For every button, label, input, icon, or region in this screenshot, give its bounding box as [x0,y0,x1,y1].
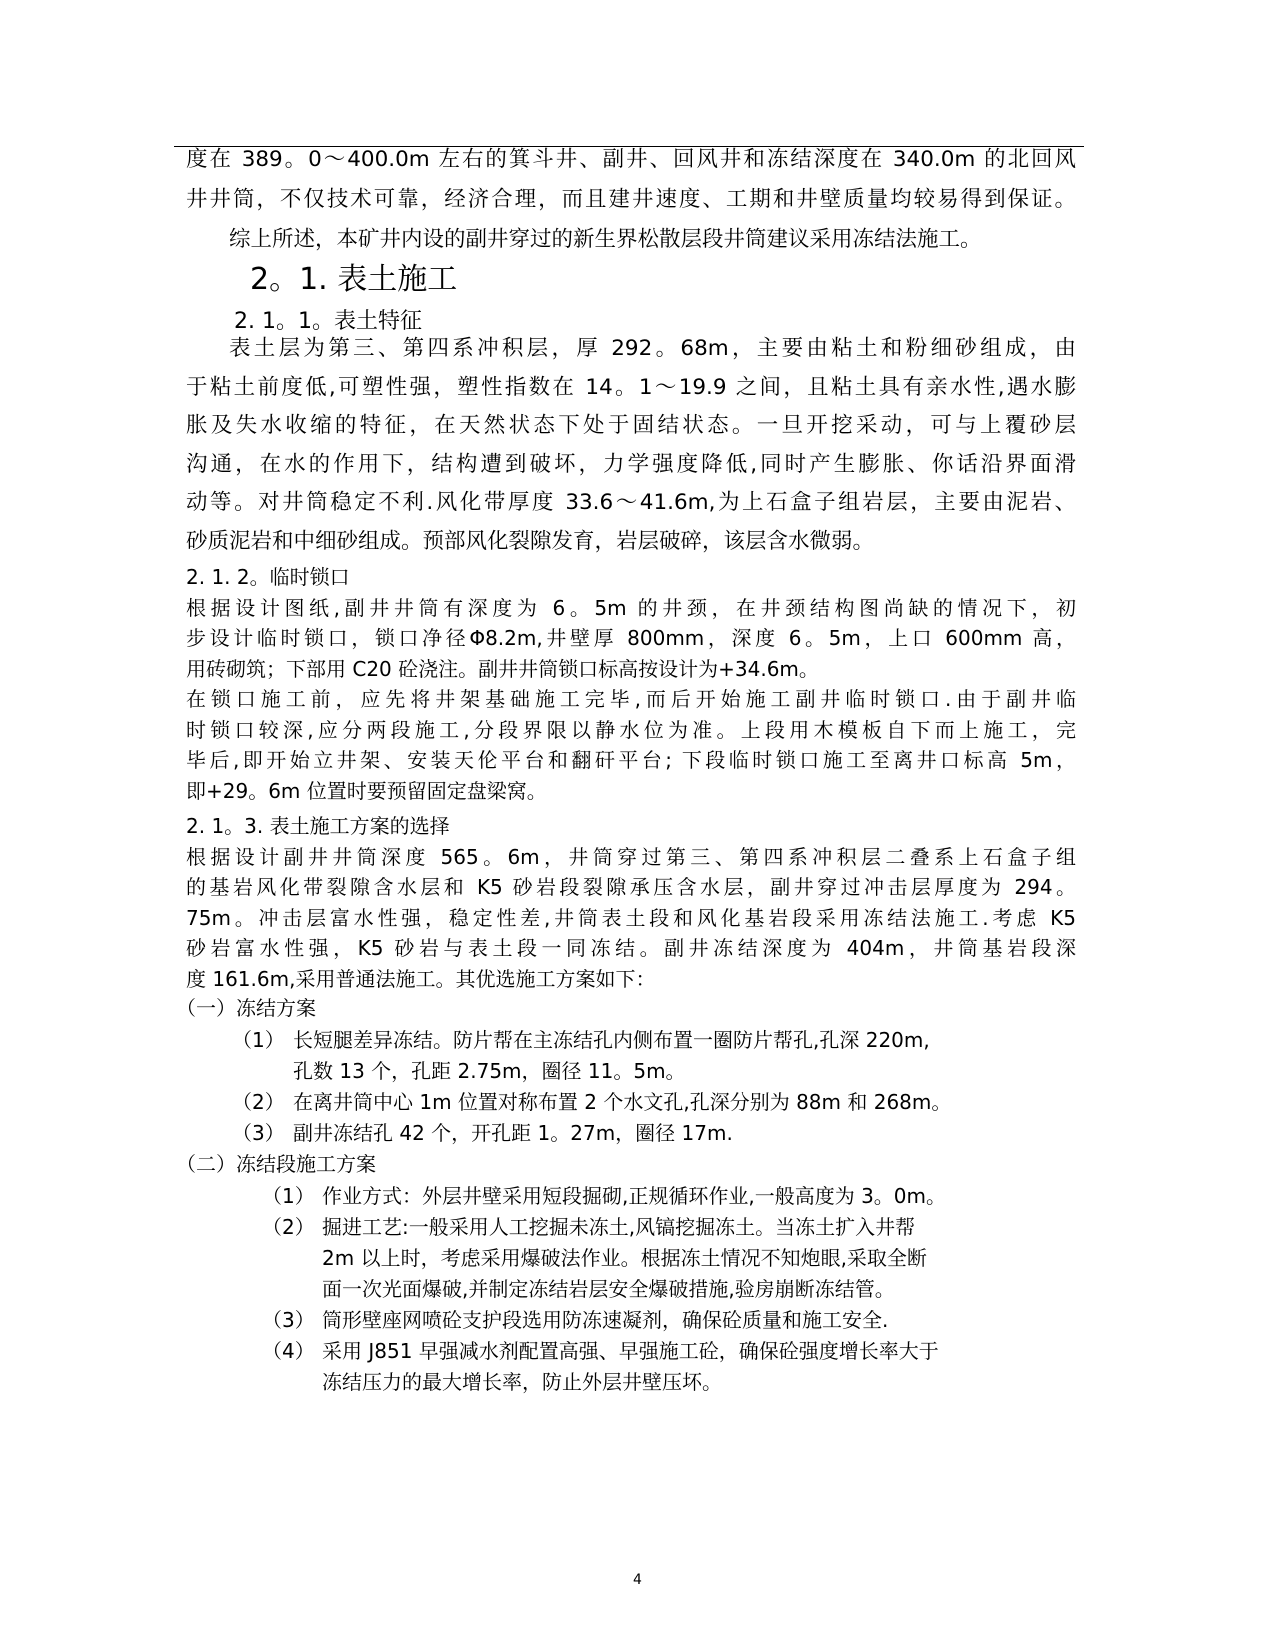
paragraph-line: 用砖砌筑；下部用 C20 砼浇注。副井井筒锁口标高按设计为+34.6m。 [186,656,819,681]
list-number: （1） [232,1028,285,1052]
list-text-line: 面一次光面爆破,并制定冻结岩层安全爆破措施,验房崩断冻结管。 [322,1277,895,1301]
topsoil-paragraph [186,330,1076,561]
paragraph-line: 根据设计副井井筒深度 565。6m，井筒穿过第三、第四系冲积层二叠系上石盒子组 [186,844,1076,869]
list-text: 副井冻结孔 42 个，开孔距 1。27m，圈径 17m. [293,1121,733,1145]
list-number: （3） [262,1308,315,1332]
list-text [322,1212,927,1305]
list-text: 筒形壁座网喷砼支护段选用防冻速凝剂，确保砼质量和施工安全. [322,1308,889,1332]
freezing-section-plan-heading: （二）冻结段施工方案 [176,1152,376,1176]
paragraph-line: 表土层为第三、第四系冲积层，厚 292。68m，主要由粘土和粉细砂组成，由 [229,336,1076,361]
subsection-heading-2-1-1: 2. 1。1。表土特征 [234,309,422,334]
paragraph-line: 75m。冲击层富水性强，稳定性差,井筒表土段和风化基岩段采用冻结法施工.考虑 K5 [186,905,1076,930]
list-text [322,1336,939,1398]
list-item [262,1212,1082,1305]
list-text-line: 掘进工艺:一般采用人工挖掘未冻土,风镐挖掘冻土。当冻土扩入井帮 [322,1215,916,1239]
list-text [293,1025,930,1087]
paragraph-line: 砂岩富水性强，K5 砂岩与表土段一同冻结。副井冻结深度为 404m，井筒基岩段深 [186,936,1076,960]
paragraph-line: 沟通，在水的作用下，结构遭到破坏，力学强度降低,同时产生膨胀、你话沿界面滑 [186,451,1076,477]
paragraph-line: 即+29。6m 位置时要预留固定盘梁窝。 [186,778,547,803]
list-number: （3） [232,1121,285,1145]
paragraph-line: 度 161.6m,采用普通法施工。其优选施工方案如下： [186,966,656,991]
subsection-heading-2-1-3: 2. 1。3. 表土施工方案的选择 [186,814,450,838]
paragraph-line: 砂质泥岩和中细砂组成。预部风化裂隙发育，岩层破碎，该层含水微弱。 [186,528,875,554]
paragraph-line: 根据设计图纸,副井井筒有深度为 6。5m 的井颈，在井颈结构图尚缺的情况下，初 [186,595,1076,620]
list-number: （1） [262,1184,315,1208]
list-number: （2） [262,1215,315,1239]
section-heading-2-1: 2。1. 表土施工 [250,262,458,297]
paragraph-line: 时锁口较深,应分两段施工,分段界限以静水位为准。上段用木模板自下而上施工，完 [186,717,1076,742]
list-number: （4） [262,1339,315,1363]
list-text-line: 冻结压力的最大增长率，防止外层井壁压坏。 [322,1370,722,1394]
construction-plan-section [186,811,1076,994]
list-item [262,1336,1082,1398]
subsection-heading-2-1-2: 2. 1. 2。临时锁口 [186,565,350,589]
list-text-line: 采用 J851 早强减水剂配置高强、早强施工砼，确保砼强度增长率大于 [322,1339,939,1363]
list-text: 在离井筒中心 1m 位置对称布置 2 个水文孔,孔深分别为 88m 和 268m。 [293,1090,952,1114]
list-text: 作业方式：外层井壁采用短段掘砌,正规循环作业,一般高度为 3。0m。 [322,1184,947,1208]
list-item [232,1025,1072,1087]
page-number: 4 [633,1572,642,1588]
intro-paragraph [186,140,1076,260]
list-number: （2） [232,1090,285,1114]
summary-line: 综上所述，本矿井内设的副井穿过的新生界松散层段井筒建议采用冻结法施工。 [229,227,982,252]
paragraph-line: 胀及失水收缩的特征，在天然状态下处于固结状态。一旦开挖采动，可与上覆砂层 [186,413,1076,438]
paragraph-line: 在锁口施工前，应先将井架基础施工完毕,而后开始施工副井临时锁口.由于副井临 [186,687,1076,711]
paragraph-line: 的基岩风化带裂隙含水层和 K5 砂岩段裂隙承压含水层，副井穿过冲击层厚度为 294。 [186,875,1076,899]
intro-line: 井井筒，不仅技术可靠，经济合理，而且建井速度、工期和井壁质量均较易得到保证。 [186,187,1076,212]
freezing-plan-heading: （一）冻结方案 [176,996,316,1020]
temporary-lock-section [186,562,1076,806]
paragraph-line: 动等。对井筒稳定不利.风化带厚度 33.6～41.6m,为上石盒子组岩层，主要由泥岩、 [186,490,1076,515]
paragraph-line: 毕后,即开始立井架、安装天伦平台和翻矸平台; 下段临时锁口施工至离井口标高 5m， [186,748,1076,772]
paragraph-line: 步设计临时锁口，锁口净径Φ8.2m,井壁厚 800mm，深度 6。5m，上口 600mm 高， [186,626,1076,650]
list-text-line: 孔数 13 个，孔距 2.75m，圈径 11。5m。 [293,1059,686,1083]
list-text-line: 长短腿差异冻结。防片帮在主冻结孔内侧布置一圈防片帮孔,孔深 220m, [293,1028,930,1052]
intro-line: 度在 389。0～400.0m 左右的箕斗井、副井、回风井和冻结深度在 340.0m 的北回风 [186,147,1076,172]
paragraph-line: 于粘土前度低,可塑性强，塑性指数在 14。1～19.9 之间，且粘土具有亲水性,遇水膨 [186,374,1076,400]
list-text-line: 2m 以上时，考虑采用爆破法作业。根据冻土情况不知炮眼,采取全断 [322,1246,927,1270]
